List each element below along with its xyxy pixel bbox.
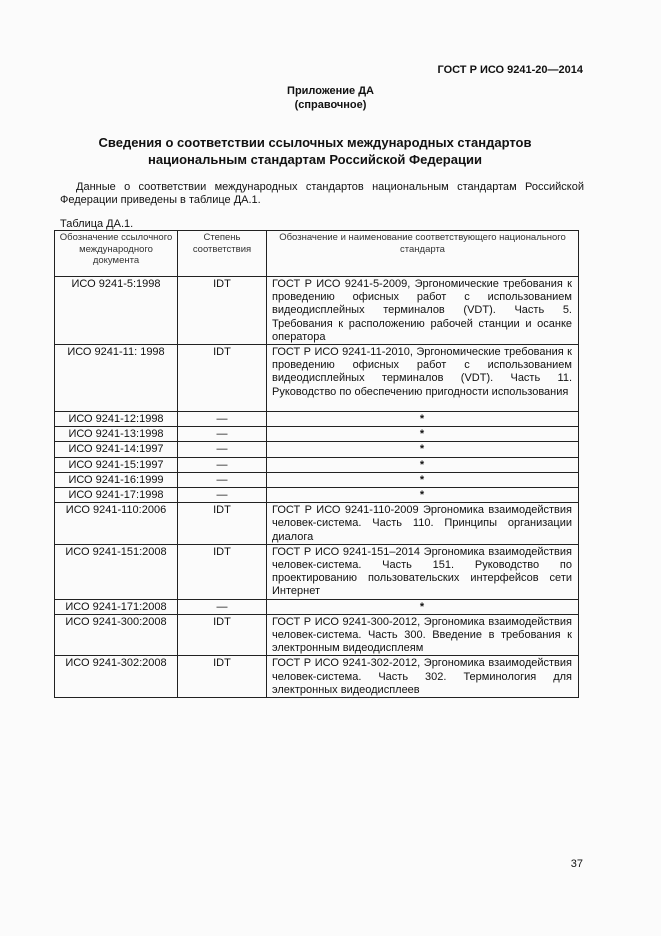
cell-degree: —	[178, 457, 267, 472]
cell-degree: IDT	[178, 345, 267, 412]
table-row	[55, 442, 579, 457]
cell-ref-document: ИСО 9241-11: 1998	[55, 345, 178, 412]
header-national-standard: Обозначение и наименование соответствующего национального стандарта	[267, 231, 579, 277]
cell-ref-document: ИСО 9241-13:1998	[55, 427, 178, 442]
cell-ref-document: ИСО 9241-16:1999	[55, 472, 178, 487]
cell-ref-document: ИСО 9241-151:2008	[55, 544, 178, 599]
cell-degree: IDT	[178, 656, 267, 698]
header-ref-document: Обозначение ссылочного международного документа	[55, 231, 178, 277]
table-row	[55, 614, 579, 656]
cell-ref-document: ИСО 9241-12:1998	[55, 412, 178, 427]
cell-national-standard: ГОСТ Р ИСО 9241-110-2009 Эргономика взаимодействия человек-система. Часть 110. Принципы организации диалога	[267, 503, 579, 545]
section-title-line2: национальным стандартам Российской Федерации	[148, 152, 482, 167]
cell-ref-document: ИСО 9241-110:2006	[55, 503, 178, 545]
cell-degree: IDT	[178, 544, 267, 599]
page-number: 37	[570, 858, 583, 870]
cell-ref-document: ИСО 9241-15:1997	[55, 457, 178, 472]
intro-line2: Федерации приведены в таблице ДА.1.	[60, 194, 261, 206]
cell-national-standard: *	[267, 599, 579, 614]
cell-degree: —	[178, 599, 267, 614]
cell-degree: IDT	[178, 277, 267, 345]
table-row	[55, 544, 579, 599]
appendix-title: Приложение ДА	[287, 85, 374, 97]
table-row	[55, 488, 579, 503]
cell-degree: IDT	[178, 614, 267, 656]
cell-national-standard: *	[267, 472, 579, 487]
cell-national-standard: ГОСТ Р ИСО 9241-5-2009, Эргономические требования к проведению офисных работ с использованием видеодисплейных терминалов (VDT). Часть 5. Требования к расположению рабочей станции и осанке оператора	[267, 277, 579, 345]
standard-code: ГОСТ Р ИСО 9241-20—2014	[437, 64, 583, 76]
table-row	[55, 345, 579, 412]
table-row	[55, 412, 579, 427]
cell-national-standard: ГОСТ Р ИСО 9241-302-2012, Эргономика взаимодействия человек-система. Часть 302. Терминология для электронных видеодисплеев	[267, 656, 579, 698]
section-title-line1: Сведения о соответствии ссылочных международных стандартов	[98, 135, 532, 150]
table-caption: Таблица ДА.1.	[60, 218, 134, 230]
cell-ref-document: ИСО 9241-300:2008	[55, 614, 178, 656]
table-row	[55, 277, 579, 345]
appendix-subtitle: (справочное)	[294, 99, 367, 111]
cell-degree: IDT	[178, 503, 267, 545]
cell-degree: —	[178, 427, 267, 442]
cell-degree: —	[178, 412, 267, 427]
cell-national-standard: *	[267, 427, 579, 442]
cell-national-standard: *	[267, 488, 579, 503]
table-row	[55, 503, 579, 545]
cell-national-standard: ГОСТ Р ИСО 9241-151–2014 Эргономика взаимодействия человек-система. Часть 151. Руководство по проектированию пользовательских интерфейсов сети Интернет	[267, 544, 579, 599]
table-row	[55, 656, 579, 698]
intro-line1: Данные о соответствии международных стандартов национальным стандартам Российской	[76, 181, 584, 193]
cell-ref-document: ИСО 9241-171:2008	[55, 599, 178, 614]
table-row	[55, 427, 579, 442]
cell-ref-document: ИСО 9241-14:1997	[55, 442, 178, 457]
table-header-row	[55, 231, 579, 277]
cell-degree: —	[178, 442, 267, 457]
cell-national-standard: ГОСТ Р ИСО 9241-300-2012, Эргономика взаимодействия человек-система. Часть 300. Введение в требования к электронным видеодисплеям	[267, 614, 579, 656]
cell-national-standard: ГОСТ Р ИСО 9241-11-2010, Эргономические требования к проведению офисных работ с использованием видеодисплейных терминалов (VDT). Часть 11. Руководство по обеспечению пригодности использования	[267, 345, 579, 412]
cell-national-standard: *	[267, 442, 579, 457]
table-row	[55, 457, 579, 472]
cell-ref-document: ИСО 9241-17:1998	[55, 488, 178, 503]
cell-national-standard: *	[267, 412, 579, 427]
table-row	[55, 472, 579, 487]
cell-degree: —	[178, 472, 267, 487]
correspondence-table	[54, 230, 579, 698]
cell-degree: —	[178, 488, 267, 503]
table-row	[55, 599, 579, 614]
cell-ref-document: ИСО 9241-5:1998	[55, 277, 178, 345]
cell-national-standard: *	[267, 457, 579, 472]
cell-ref-document: ИСО 9241-302:2008	[55, 656, 178, 698]
header-degree: Степень соответствия	[178, 231, 267, 277]
